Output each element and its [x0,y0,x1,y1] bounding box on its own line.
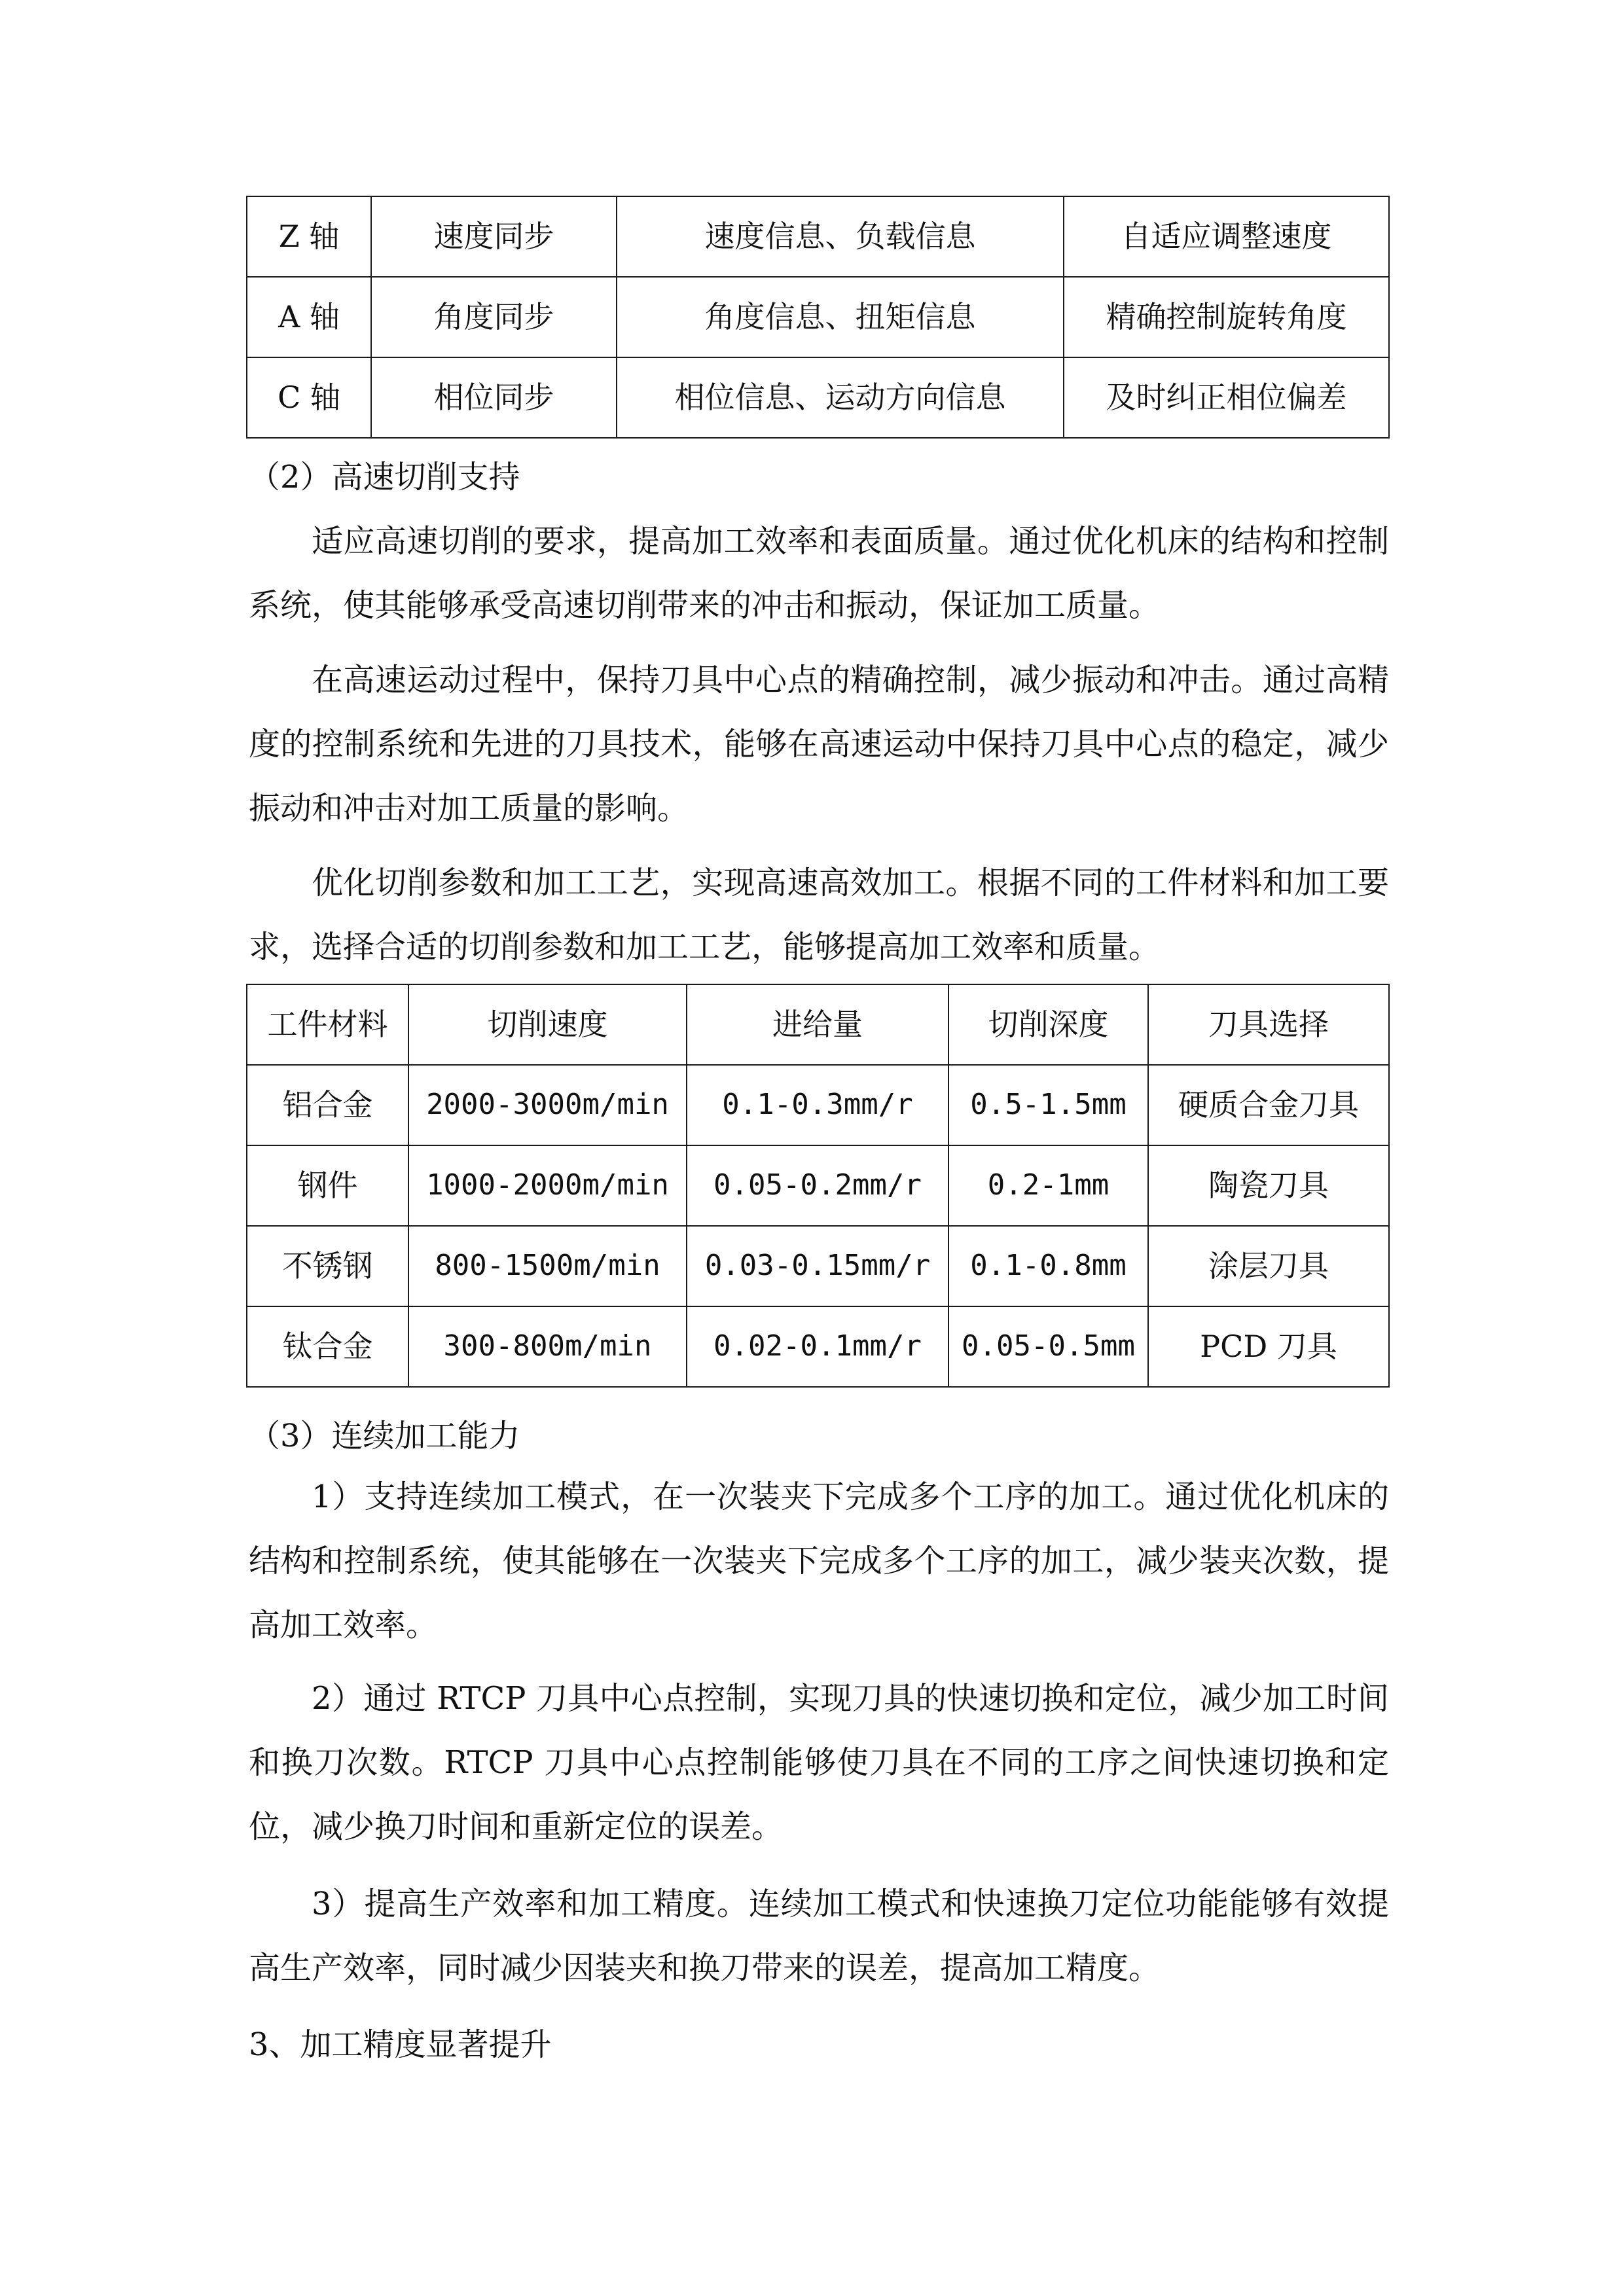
table-cell: 800-1500m/min [408,1226,687,1306]
table-cell: 1000-2000m/min [408,1145,687,1226]
table-cell: 硬质合金刀具 [1148,1065,1389,1145]
table-cell: 涂层刀具 [1148,1226,1389,1306]
table-row [247,196,1389,277]
paragraph: 在高速运动过程中，保持刀具中心点的精确控制，减少振动和冲击。通过高精度的控制系统和先进的刀具技术，能够在高速运动中保持刀具中心点的稳定，减少振动和冲击对加工质量的影响。 [249,662,1389,827]
table-row [247,277,1389,357]
table-cell: 0.5-1.5mm [948,1065,1148,1145]
table-cell: 0.02-0.1mm/r [687,1306,948,1387]
table-row [247,1306,1389,1387]
table-cell: PCD 刀具 [1148,1306,1389,1387]
table-cell: 0.1-0.3mm/r [687,1065,948,1145]
table-cell: 角度同步 [371,277,617,357]
table-header-cell: 切削速度 [408,984,687,1065]
table-cell: 0.05-0.2mm/r [687,1145,948,1226]
section-heading-3: （3）连续加工能力 [249,1418,520,1454]
table-cell: 铝合金 [247,1065,408,1145]
table-cell: 速度同步 [371,196,617,277]
table-cell: 相位同步 [371,357,617,438]
table-header-cell: 刀具选择 [1148,984,1389,1065]
table-cell: 0.03-0.15mm/r [687,1226,948,1306]
paragraph: 适应高速切削的要求，提高加工效率和表面质量。通过优化机床的结构和控制系统，使其能够承受高速切削带来的冲击和振动，保证加工质量。 [249,523,1389,624]
table-cell: 速度信息、负载信息 [617,196,1064,277]
table-row [247,357,1389,438]
table-cell: 相位信息、运动方向信息 [617,357,1064,438]
paragraph: 1）支持连续加工模式，在一次装夹下完成多个工序的加工。通过优化机床的结构和控制系统，使其能够在一次装夹下完成多个工序的加工，减少装夹次数，提高加工效率。 [249,1479,1389,1643]
table-cell: 钛合金 [247,1306,408,1387]
table-cell: A 轴 [247,277,371,357]
cutting-parameters-table [246,984,1390,1388]
table-cell: 精确控制旋转角度 [1064,277,1389,357]
table-cell: 2000-3000m/min [408,1065,687,1145]
table-cell: 不锈钢 [247,1226,408,1306]
table-header-cell: 切削深度 [948,984,1148,1065]
table-cell: Z 轴 [247,196,371,277]
table-row [247,1226,1389,1306]
table-cell: 陶瓷刀具 [1148,1145,1389,1226]
table-cell: 300-800m/min [408,1306,687,1387]
table-cell: 自适应调整速度 [1064,196,1389,277]
table-cell: 0.05-0.5mm [948,1306,1148,1387]
paragraph: 优化切削参数和加工工艺，实现高速高效加工。根据不同的工件材料和加工要求，选择合适的切削参数和加工工艺，能够提高加工效率和质量。 [249,865,1389,965]
table-cell: 钢件 [247,1145,408,1226]
table-cell: 0.1-0.8mm [948,1226,1148,1306]
table-row [247,1065,1389,1145]
table-header-row [247,984,1389,1065]
table-cell: 及时纠正相位偏差 [1064,357,1389,438]
table-cell: 角度信息、扭矩信息 [617,277,1064,357]
table-row [247,1145,1389,1226]
table-cell: 0.2-1mm [948,1145,1148,1226]
section-heading-final: 3、加工精度显著提升 [249,2026,552,2063]
table-header-cell: 工件材料 [247,984,408,1065]
paragraph: 3）提高生产效率和加工精度。连续加工模式和快速换刀定位功能能够有效提高生产效率，同时减少因装夹和换刀带来的误差，提高加工精度。 [249,1886,1389,1986]
paragraph: 2）通过 RTCP 刀具中心点控制，实现刀具的快速切换和定位，减少加工时间和换刀次数。RTCP 刀具中心点控制能够使刀具在不同的工序之间快速切换和定位，减少换刀时间和重新定位的误差。 [249,1680,1389,1845]
section-heading-2: （2）高速切削支持 [249,459,520,495]
table-cell: C 轴 [247,357,371,438]
axis-sync-table [246,196,1390,439]
table-header-cell: 进给量 [687,984,948,1065]
